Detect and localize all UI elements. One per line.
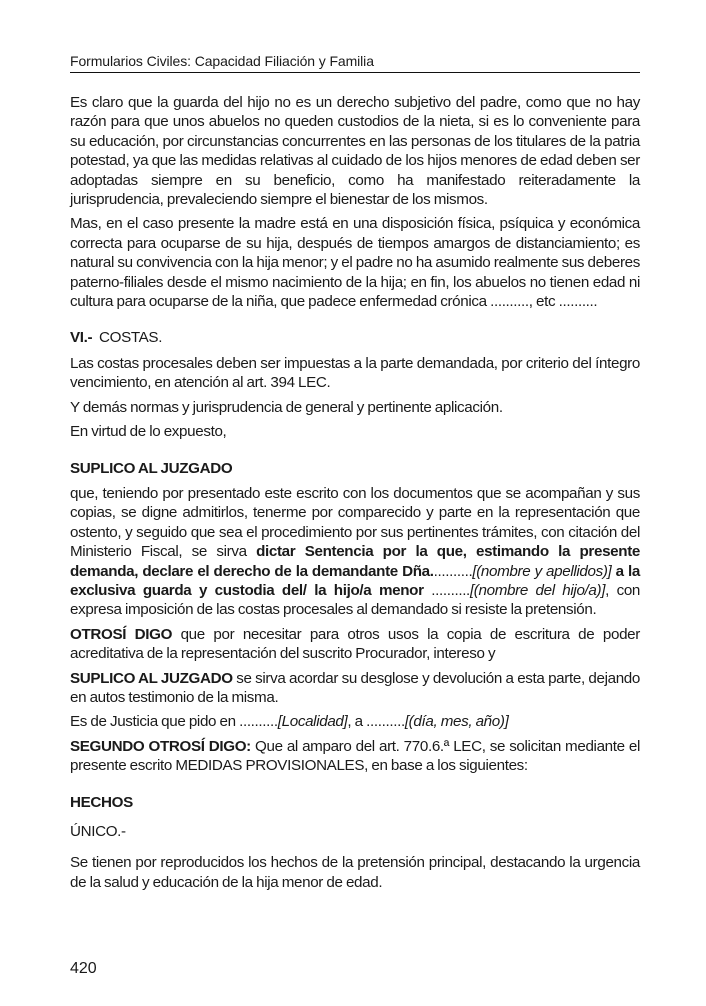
placeholder-dots: .......... [431,581,470,599]
paragraph-expuesto: En virtud de lo expuesto, [70,423,227,441]
section-number: VI.- [70,329,93,347]
suplico2-label: SUPLICO AL JUZGADO [70,669,233,687]
placeholder-nombre-hijo: [(nombre del hijo/a)] [469,581,606,599]
placeholder-nombre-apellidos: [(nombre y apellidos)] [472,562,612,580]
segundo-otrosi-label: SEGUNDO OTROSÍ DIGO: [70,737,251,755]
section-heading-costas [70,328,640,347]
paragraph-otrosi [70,625,640,664]
paragraph-segundo-otrosi [70,737,640,776]
page-number: 420 [70,960,97,977]
otrosi-label: OTROSÍ DIGO [70,625,173,643]
placeholder-localidad: [Localidad] [277,713,348,731]
paragraph-guarda: Es claro que la guarda del hijo no es un derecho subjetivo del padre, como que no hay razón para que unos abuelos no queden custodios de la nieta, si es lo conveniente para su educación, por circunstancias concurrentes en las personas de los titulares de la patria potestad, ya que las medidas relativas al cuidado de los hijos menores de edad deben ser adoptadas siempre en su beneficio, como ha manifestado reiteradamente la jurisprudencia, prevaleciendo siempre el bienestar de los mismos. [70,94,640,209]
suplico-bold-2: a la exclusiva guarda y custodia del/ la hijo/a menor [70,562,640,599]
document-body [70,93,640,897]
suplico-text-2: , con expresa imposición de las costas procesales al demandado si resiste la pretensión. [70,581,641,619]
paragraph-justicia [70,712,640,731]
suplico2-text: se sirva acordar su desglose y devolución a esta parte, dejando en autos testimonio de la misma. [70,669,640,706]
otrosi-text: que por necesitar para otros usos la copia de escritura de poder acreditativa de la representación del suscrito Procurador, intereso y [70,625,640,663]
paragraph-hechos: Se tienen por reproducidos los hechos de la pretensión principal, destacando la urgencia de la salud y educación de la hija menor de edad. [70,854,640,891]
justicia-text-1: Es de Justicia que pido en .......... [70,713,278,731]
segundo-otrosi-text: Que al amparo del art. 770.6.ª LEC, se solicitan mediante el presente escrito MEDIDAS PROVISIONALES, en base a los siguientes: [70,737,640,775]
paragraph-suplico-2 [70,669,640,708]
paragraph-suplico [70,484,640,620]
running-head: Formularios Civiles: Capacidad Filiación y Familia [70,53,640,73]
justicia-text-2: , a .......... [347,713,405,731]
placeholder-fecha: [(día, mes, año)] [404,713,509,731]
paragraph-madre: Mas, en el caso presente la madre está en una disposición física, psíquica y económica correcta para ocuparse de su hija, después de tiempos amargos de distanciamiento; es natural su convivencia con la hija menor; y el padre no ha asumido realmente sus deberes paterno-filiales desde el mismo nacimiento de la hija; en fin, los abuelos no tienen edad ni cultura para ocuparse de la niña, que padece enfermedad crónica .........., etc .......... [70,215,640,311]
placeholder-dots: .......... [433,562,473,580]
paragraph-costas: Las costas procesales deben ser impuestas a la parte demandada, por criterio del íntegro vencimiento, en atención al art. 394 LEC. [70,354,640,392]
hecho-unico: ÚNICO.- [70,823,126,840]
suplico-text-1: que, teniendo por presentado este escrito con los documentos que se acompañan y sus copias, se digne admitirlos, tenerme por comparecido y parte en la representación que ostento, y seguido que sea el procedimiento por sus pertinentes trámites, con citación del Ministerio Fiscal, se sirva [70,484,640,561]
paragraph-normas: Y demás normas y jurisprudencia de general y pertinente aplicación. [70,398,503,416]
heading-hechos: HECHOS [70,793,133,811]
section-title: COSTAS. [98,329,163,347]
suplico-bold-1: dictar Sentencia por la que, estimando la presente demanda, declare el derecho de la demandante Dña. [70,543,640,580]
heading-suplico: SUPLICO AL JUZGADO [70,459,233,477]
